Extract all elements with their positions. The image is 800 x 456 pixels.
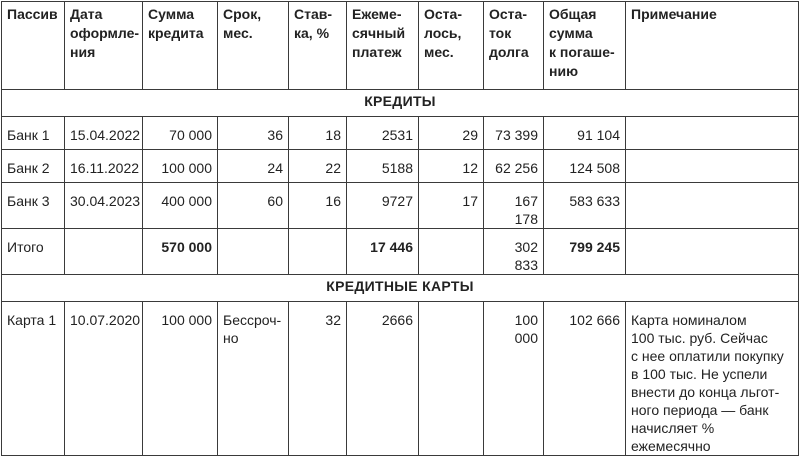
- header-term: Срок, мес.: [218, 2, 289, 90]
- cell-date: [65, 229, 143, 275]
- cell-date: 10.07.2020: [65, 302, 143, 456]
- section-row-loans: [2, 90, 799, 117]
- header-date: Дата оформле- ния: [65, 2, 143, 90]
- cell-balance: 167 178: [484, 183, 544, 229]
- cell-term: 36: [218, 117, 289, 150]
- cell-rate: [289, 229, 347, 275]
- cell-total: 583 633: [544, 183, 626, 229]
- cell-rate: 32: [289, 302, 347, 456]
- totals-total: 799 245: [544, 229, 626, 275]
- cell-remaining: 17: [419, 183, 484, 229]
- header-total: Общая сумма к погаше- нию: [544, 2, 626, 90]
- cell-amount: 400 000: [143, 183, 218, 229]
- header-amount: Сумма кредита: [143, 2, 218, 90]
- section-title-cards: КРЕДИТНЫЕ КАРТЫ: [2, 275, 799, 302]
- totals-amount: 570 000: [143, 229, 218, 275]
- cell-total: 102 666: [544, 302, 626, 456]
- table-row: [2, 150, 799, 183]
- cell-date: 16.11.2022: [65, 150, 143, 183]
- totals-payment: 17 446: [347, 229, 419, 275]
- header-row: [2, 2, 799, 90]
- cell-term: 24: [218, 150, 289, 183]
- cell-note: [626, 183, 799, 229]
- header-note: Примечание: [626, 2, 799, 90]
- cell-term: 60: [218, 183, 289, 229]
- cell-balance: 100 000: [484, 302, 544, 456]
- cell-payment: 2666: [347, 302, 419, 456]
- cell-payment: 2531: [347, 117, 419, 150]
- cell-balance: 73 399: [484, 117, 544, 150]
- cell-name: Банк 1: [2, 117, 65, 150]
- section-title-loans: КРЕДИТЫ: [2, 90, 799, 117]
- cell-amount: 100 000: [143, 302, 218, 456]
- cell-note: [626, 117, 799, 150]
- header-payment: Ежеме- сячный платеж: [347, 2, 419, 90]
- cell-date: 30.04.2023: [65, 183, 143, 229]
- cell-balance: 62 256: [484, 150, 544, 183]
- cell-name: Банк 3: [2, 183, 65, 229]
- cell-name: Карта 1: [2, 302, 65, 456]
- cell-note: [626, 229, 799, 275]
- cell-amount: 70 000: [143, 117, 218, 150]
- cell-payment: 9727: [347, 183, 419, 229]
- cell-remaining: 29: [419, 117, 484, 150]
- cell-rate: 22: [289, 150, 347, 183]
- cell-remaining: [419, 302, 484, 456]
- header-liability: Пассив: [2, 2, 65, 90]
- header-remaining: Оста- лось, мес.: [419, 2, 484, 90]
- debt-table: [1, 1, 799, 456]
- header-balance: Оста- ток долга: [484, 2, 544, 90]
- cell-total: 91 104: [544, 117, 626, 150]
- table-row: [2, 302, 799, 456]
- cell-remaining: 12: [419, 150, 484, 183]
- cell-name: Банк 2: [2, 150, 65, 183]
- totals-balance: 302 833: [484, 229, 544, 275]
- cell-note: Карта номиналом 100 тыс. руб. Сейчас с нее оплатили покупку в 100 тыс. Не успели внести до конца льгот- ного периода — банк начисляет % ежемесячно: [626, 302, 799, 456]
- cell-remaining: [419, 229, 484, 275]
- cell-amount: 100 000: [143, 150, 218, 183]
- cell-term: Бессроч- но: [218, 302, 289, 456]
- totals-label: Итого: [2, 229, 65, 275]
- totals-row: [2, 229, 799, 275]
- table-row: [2, 117, 799, 150]
- cell-date: 15.04.2022: [65, 117, 143, 150]
- cell-payment: 5188: [347, 150, 419, 183]
- section-row-cards: [2, 275, 799, 302]
- table-row: [2, 183, 799, 229]
- cell-rate: 18: [289, 117, 347, 150]
- header-rate: Став- ка, %: [289, 2, 347, 90]
- cell-note: [626, 150, 799, 183]
- cell-term: [218, 229, 289, 275]
- cell-rate: 16: [289, 183, 347, 229]
- cell-total: 124 508: [544, 150, 626, 183]
